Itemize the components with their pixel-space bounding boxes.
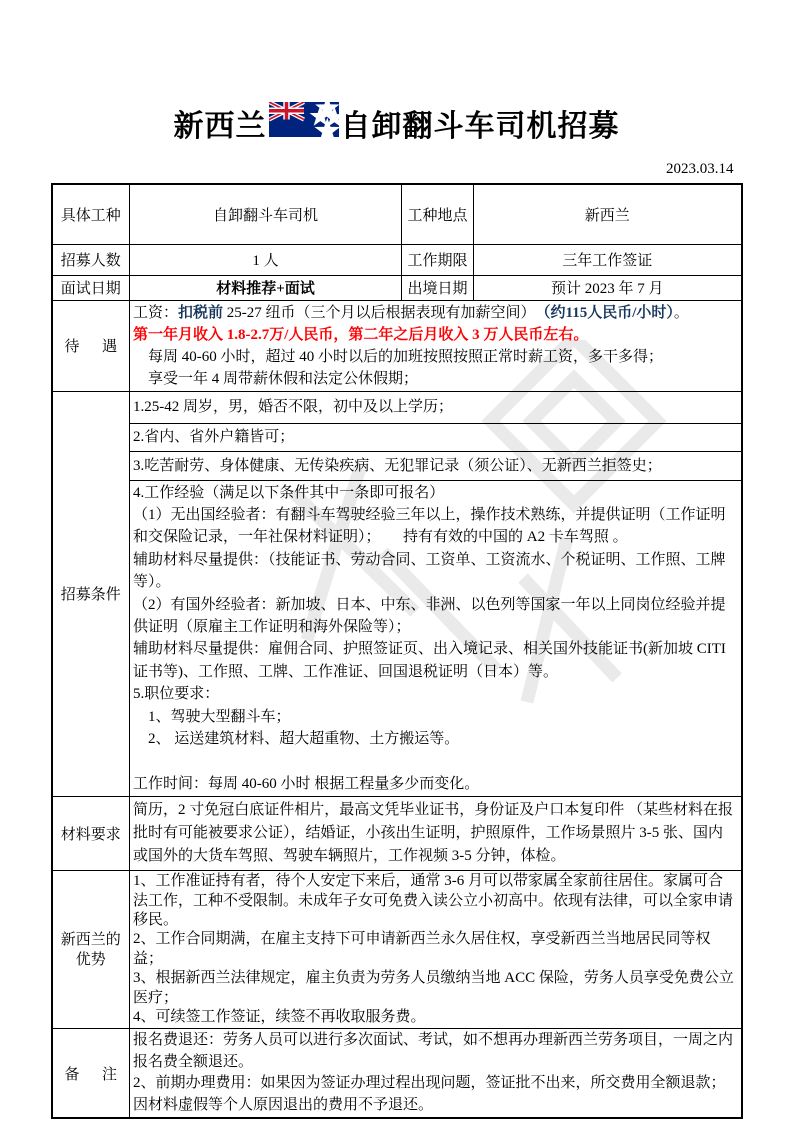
condition-detail-block — [130, 480, 742, 797]
holiday-line: 享受一年 4 周带薪休假和法定公休假期； — [133, 370, 419, 387]
notes-label-char2: 注 — [101, 1066, 117, 1083]
materials-text: 简历，2 寸免冠白底证件相片，最高文凭毕业证书，身份证及户口本复印件 （某些材料在报批时有可能被要求公证），结婚证，小孩出生证明，护照原件，工作场景照片 3-5 张、国内或国外的大货车驾照、驾驶车辆照片，工作视频 3-5 分钟，体检。 — [133, 802, 734, 865]
advantages-cell — [130, 871, 742, 1029]
document-date: 2023.03.14 — [666, 161, 734, 177]
recruitment-table — [51, 183, 743, 1119]
treatment-cell — [130, 300, 742, 391]
advantages-label-line1: 新西兰的 — [60, 931, 121, 948]
wage-highlight-rmb: （约115人民币/小时） — [543, 304, 674, 321]
income-line: 第一年月收入 1.8-2.7万/人民币，第二年之后月收入 3 万人民币左右。 — [133, 326, 589, 343]
treatment-label — [52, 300, 130, 391]
work-term-label: 工作期限 — [402, 244, 474, 275]
departure-date-label: 出境日期 — [402, 275, 474, 300]
condition-block-line: （2）有国外经验者：新加坡、日本、中东、非洲、以色列等国家一年以上同岗位经验并提供证明（原雇主工作证明和海外保险等）； — [133, 596, 726, 635]
table-row — [52, 275, 742, 300]
notes-label-char1: 备 — [64, 1066, 80, 1083]
wage-mid: 25-27 纽币（三个月以后根据表现有加薪空间） — [223, 304, 544, 321]
condition-block-line: 辅助材料尽量提供：雇佣合同、护照签证页、出入境记录、相关国外技能证书(新加坡 CITI 证书等)、工作照、工牌、工作准证、回国退税证明（日本）等。 — [133, 641, 730, 680]
departure-date-value: 预计 2023 年 7 月 — [474, 275, 742, 300]
materials-row — [52, 797, 742, 871]
condition-block-line: 1、驾驶大型翻斗车； — [133, 708, 291, 725]
wage-suffix: 。 — [673, 304, 689, 321]
specific-job-label: 具体工种 — [52, 184, 130, 244]
treatment-label-char1: 待 — [64, 339, 80, 355]
recruit-count-value: 1 人 — [130, 244, 402, 275]
conditions-label: 招募条件 — [52, 391, 130, 797]
new-zealand-flag-icon — [269, 102, 339, 151]
specific-job-value: 自卸翻斗车司机 — [130, 184, 402, 244]
work-term-value: 三年工作签证 — [474, 244, 742, 275]
condition-row — [52, 391, 742, 423]
notes-row — [52, 1029, 742, 1119]
advantages-label-line2: 优势 — [75, 951, 106, 968]
condition-block-line: 2、 运送建筑材料、超大超重物、土方搬运等。 — [133, 730, 460, 747]
advantage-item: 1、工作准证持有者，待个人安定下来后，通常 3-6 月可以带家属全家前往居住。家属可合法工作，工种不受限制。未成年子女可免费入读公立小初高中。依现有法律，可以全家申请移民。 — [133, 873, 734, 928]
title-suffix: 自卸翻斗车司机招募 — [340, 109, 620, 143]
interview-date-label: 面试日期 — [52, 275, 130, 300]
advantage-item: 3、根据新西兰法律规定，雇主负责为劳务人员缴纳当地 ACC 保险，劳务人员享受免费公立医疗； — [133, 970, 734, 1006]
job-location-value: 新西兰 — [474, 184, 742, 244]
treatment-row — [52, 300, 742, 391]
condition-item-1: 1.25-42 周岁，男，婚否不限，初中及以上学历； — [130, 391, 742, 423]
condition-item-3: 3.吃苦耐劳、身体健康、无传染疾病、无犯罪记录（须公证）、无新西兰拒签史； — [130, 451, 742, 480]
job-location-label: 工种地点 — [402, 184, 474, 244]
wage-prefix: 工资： — [133, 304, 179, 321]
table-row — [52, 184, 742, 244]
condition-row — [52, 423, 742, 451]
condition-block-line — [133, 750, 738, 772]
condition-item-2: 2.省内、省外户籍皆可； — [130, 423, 742, 451]
materials-label: 材料要求 — [52, 797, 130, 871]
condition-row — [52, 480, 742, 797]
condition-block-line: 4.工作经验（满足以下条件其中一条即可报名） — [133, 484, 445, 501]
advantages-label — [52, 871, 130, 1029]
advantage-item: 2、工作合同期满，在雇主支持下可申请新西兰永久居住权，享受新西兰当地居民同等权益； — [133, 931, 711, 967]
condition-row — [52, 451, 742, 480]
note-line: 报名费退还：劳务人员可以进行多次面试、考试，如不想再办理新西兰劳务项目，一周之内报名费全额退还。 — [133, 1032, 734, 1070]
advantages-row — [52, 871, 742, 1029]
condition-block-line: 工作时间：每周 40-60 小时 根据工程量多少而变化。 — [133, 775, 480, 792]
condition-block-line: （1）无出国经验者：有翻斗车驾驶经验三年以上，操作技术熟练，并提供证明（工作证明和交保险记录，一年社保材料证明）； 持有有效的中国的 A2 卡车驾照 。 — [133, 506, 726, 546]
interview-method-value: 材料推荐+面试 — [130, 275, 402, 300]
condition-block-line: 5.职位要求： — [133, 686, 220, 703]
treatment-label-char2: 遇 — [101, 339, 117, 355]
recruit-count-label: 招募人数 — [52, 244, 130, 275]
page-title — [0, 102, 793, 151]
notes-label — [52, 1029, 130, 1119]
wage-line — [133, 302, 738, 324]
hours-line: 每周 40-60 小时，超过 40 小时以后的加班按照按照正常时薪工资，多干多得； — [133, 348, 663, 365]
note-line: 2、前期办理费用：如果因为签证办理过程出现问题，签证批不出来，所交费用全额退款；因材料虚假等个人原因退出的费用不予退还。 — [133, 1075, 726, 1113]
advantage-item: 4、可续签工作签证，续签不再收取服务费。 — [133, 1009, 426, 1026]
table-row — [52, 244, 742, 275]
condition-block-line: 辅助材料尽量提供：（技能证书、劳动合同、工资单、工资流水、个税证明、工作照、工牌等）。 — [133, 551, 726, 591]
title-prefix: 新西兰 — [173, 109, 267, 143]
notes-cell — [130, 1029, 742, 1119]
materials-cell — [130, 797, 742, 871]
wage-highlight-pretax: 扣税前 — [178, 304, 224, 321]
